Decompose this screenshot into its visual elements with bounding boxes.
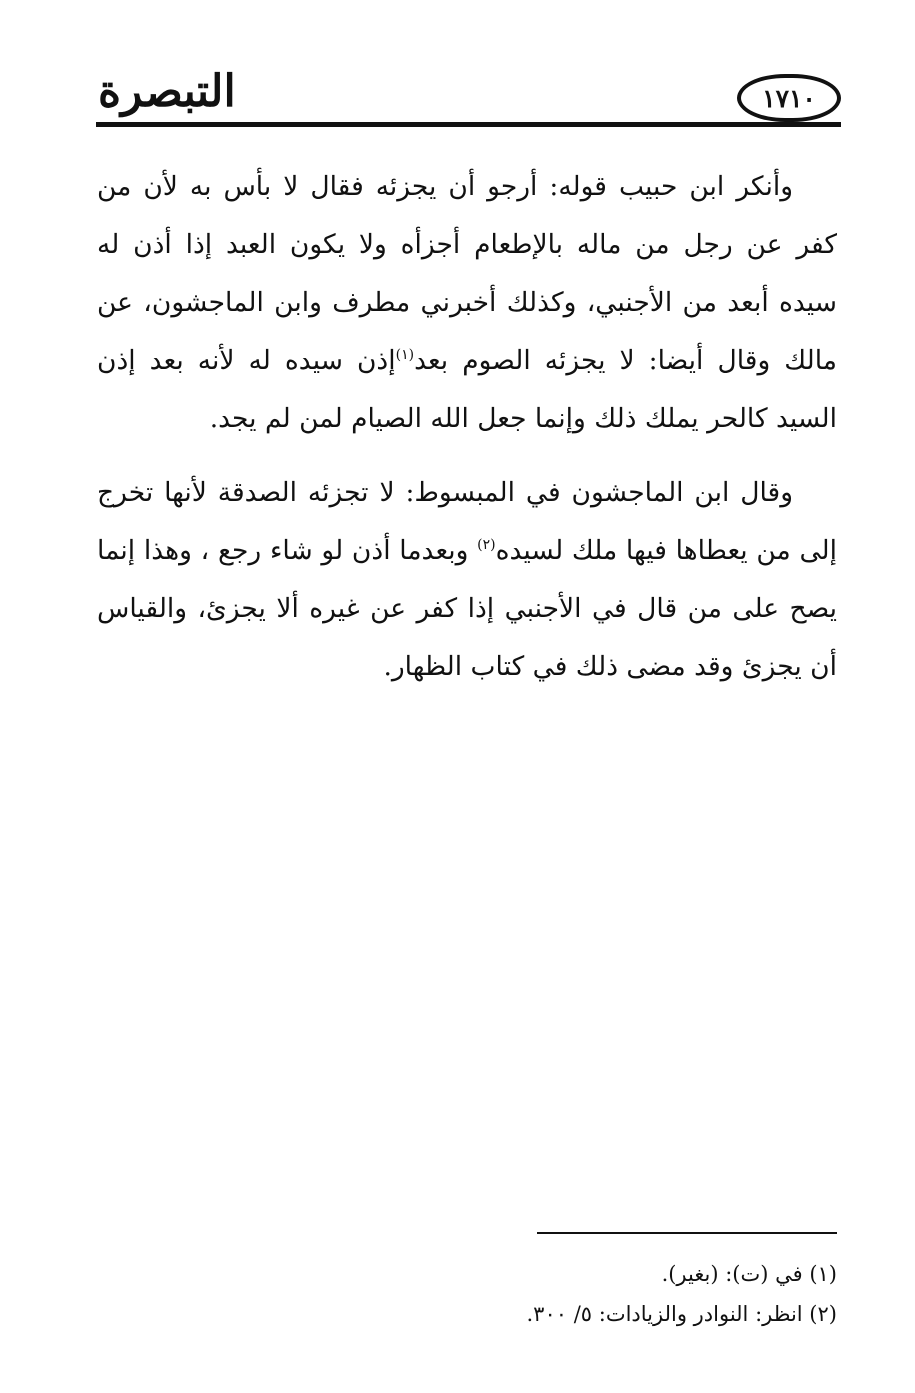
footnote-separator [537, 1232, 837, 1234]
paragraph-1 [97, 158, 837, 448]
header-rule [96, 122, 841, 127]
footnote-1: (١) في (ت): (بغير). [661, 1262, 837, 1286]
running-title: التبصرة [98, 66, 236, 117]
paragraph-1-text-b: إذن سيده له لأنه بعد إذن السيد كالحر يملك ذلك وإنما جعل الله الصيام لمن لم يجد. [97, 345, 837, 434]
paragraph-1-text-a: وأنكر ابن حبيب قوله: أرجو أن يجزئه فقال لا بأس به لأن من كفر عن رجل من ماله بالإطعام أجزأه ولا يكون العبد إذا أذن له سيده أبعد من الأجنبي، وكذلك أخبرني مطرف وابن الماجشون، عن مالك وقال أيضا: لا يجزئه الصوم بعد [97, 171, 837, 376]
footnote-ref-2: (٢) [477, 537, 496, 554]
footnotes [97, 1254, 837, 1334]
footnote-2: (٢) انظر: النوادر والزيادات: ٥/ ٣٠٠. [526, 1302, 837, 1326]
page-number-badge [737, 74, 841, 122]
main-text [97, 158, 837, 712]
paragraph-2 [97, 464, 837, 696]
page-header [96, 64, 841, 134]
footnote-ref-1: (١) [395, 347, 415, 364]
page-number: ١٧١٠ [762, 83, 816, 113]
paragraph-2-text-a: وقال ابن الماجشون في المبسوط: لا تجزئه الصدقة لأنها تخرج إلى من يعطاها فيها ملك لسيده [97, 477, 837, 566]
paragraph-2-text-b: وبعدما أذن لو شاء رجع ، وهذا إنما يصح على من قال في الأجنبي إذا كفر عن غيره ألا يجزئ، والقياس أن يجزئ وقد مضى ذلك في كتاب الظهار. [97, 535, 837, 682]
